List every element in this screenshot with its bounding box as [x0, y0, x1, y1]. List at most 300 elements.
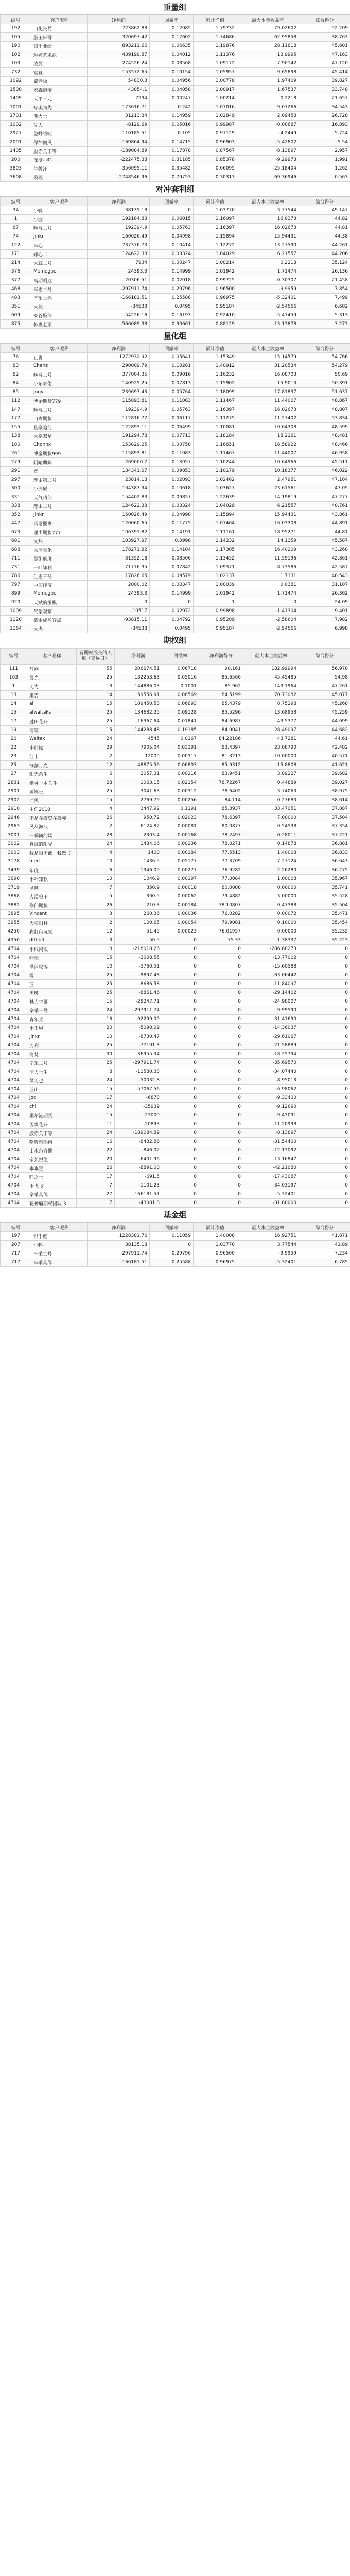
table-cell: 0.1191 [162, 805, 199, 814]
table-cell: 1409 [1, 94, 31, 103]
table-row [1, 138, 350, 147]
table-cell: 0.00347 [150, 581, 194, 589]
table-cell: 0 [299, 1006, 350, 1015]
table-cell: 681 [1, 537, 31, 546]
table-cell: 翼老板 [31, 77, 88, 86]
table-cell: 25 [1, 761, 27, 770]
table-cell: 小辰辰 [31, 484, 88, 493]
table-row [1, 388, 350, 397]
table-cell: 18.95271 [237, 528, 299, 537]
table-cell: 84.6987 [199, 717, 243, 726]
table-cell: 墨尔港期货 [27, 1111, 77, 1120]
table-cell: 79.9081 [199, 919, 243, 927]
table-cell: -110185.51 [88, 129, 150, 138]
table-cell: 0.00036 [162, 910, 199, 919]
table-cell: 0 [199, 1120, 243, 1129]
table-cell: 1.16397 [194, 405, 237, 414]
table-row [1, 1006, 350, 1015]
table-cell: 1 [1, 215, 31, 224]
table-cell: 魅力李哥 [27, 997, 77, 1006]
table-cell: 124622.38 [88, 250, 150, 259]
table-cell: 269000.7 [88, 458, 150, 467]
table-cell: 0.00247 [150, 94, 194, 103]
table-cell: 17.81837 [237, 388, 299, 397]
column-header: 回撤率 [150, 1223, 194, 1232]
table-row [1, 945, 350, 954]
table-cell: 股赤关丁等 [31, 147, 88, 156]
table-cell: 0 [162, 1085, 199, 1094]
table-cell: 40.571 [299, 752, 350, 761]
table-cell: -5.42802 [237, 138, 299, 147]
table-cell: 0 [162, 954, 199, 962]
table-cell: 4704 [1, 1032, 27, 1041]
table-cell: 43.268 [299, 546, 350, 554]
table-cell: 46.022 [299, 467, 350, 476]
table-cell: 899 [1, 589, 31, 598]
column-header: 最大本金收益率 [237, 197, 299, 206]
column-header: 净利润 [88, 344, 150, 353]
table-cell: 0 [199, 1032, 243, 1041]
table-row [1, 1094, 350, 1103]
table-cell: 4704 [1, 1094, 27, 1103]
table-cell: 4 [77, 805, 115, 814]
table-cell: 78.72267 [199, 778, 243, 787]
table-cell: 0.25588 [150, 1258, 194, 1267]
table-cell: 197 [1, 1232, 31, 1241]
table-cell: 乐发期盘 [31, 519, 88, 528]
table-cell: 376 [1, 267, 31, 276]
table-cell: 7905.04 [115, 743, 162, 752]
table-cell: 23.08790 [243, 743, 299, 752]
table-row [1, 519, 350, 528]
table-cell: 153572.65 [88, 68, 150, 77]
table-cell: 0.11775 [150, 519, 194, 528]
table-cell: -34.07440 [243, 1067, 299, 1076]
table-cell: 0.95187 [194, 302, 237, 311]
table-cell: 1001 [1, 103, 31, 112]
table-cell: 1.16651 [194, 440, 237, 449]
table-cell: 1164 [1, 624, 31, 633]
table-cell: 琳婷艺术蛇 [31, 50, 88, 59]
table-cell: 0.05016 [162, 673, 199, 682]
table-cell: -13.77002 [243, 954, 299, 962]
table-cell: 0.105 [150, 129, 194, 138]
table-cell: 0 [299, 1024, 350, 1032]
table-cell: 178271.82 [88, 546, 150, 554]
table-cell: 理由期货777 [31, 528, 88, 537]
table-cell: 辛采具鸽 [31, 294, 88, 302]
table-cell: -2748546.96 [88, 173, 150, 182]
table-cell: 1.00008 [243, 875, 299, 884]
table-cell: 3.273 [299, 320, 350, 329]
table-cell: 0.25588 [150, 294, 194, 302]
table-cell: 25 [77, 989, 115, 997]
table-cell: 1.00039 [194, 581, 237, 589]
table-cell: 1.00214 [194, 259, 237, 267]
table-cell: -9.29973 [237, 156, 299, 164]
table-row [1, 971, 350, 980]
header-row [1, 197, 350, 206]
table-cell: 44.61 [299, 735, 350, 743]
table-cell: 琴无也 [27, 1076, 77, 1085]
table-cell: 7934 [88, 94, 150, 103]
table-cell: -2.54566 [237, 624, 299, 633]
table-cell: -0.30307 [237, 276, 299, 285]
table-cell: 0 [199, 1067, 243, 1076]
table-cell: 24 [77, 840, 115, 849]
section-title: 期权组 [0, 633, 350, 648]
table-cell: 39.827 [299, 77, 350, 86]
table-cell: 小园 [31, 215, 88, 224]
table-row [1, 353, 350, 362]
table-cell: 44.206 [299, 250, 350, 259]
table-cell: 0.00168 [162, 831, 199, 840]
table-cell: 0.05641 [150, 353, 194, 362]
table-cell: 2.47981 [237, 476, 299, 484]
table-cell: 0.13957 [150, 458, 194, 467]
table-row [1, 1129, 350, 1138]
table-cell: -11580.38 [115, 1067, 162, 1076]
table-cell: -8129.69 [88, 121, 150, 129]
table-cell: 34 [1, 206, 31, 215]
table-cell: 8 [77, 945, 115, 954]
table-cell: 134341.07 [88, 467, 150, 476]
table-cell: 0 [162, 1015, 199, 1024]
table-cell: 2303.4 [115, 831, 162, 840]
table-cell: -23000 [115, 1111, 162, 1120]
table-cell: 44.682 [299, 726, 350, 735]
table-cell: 3447.92 [115, 805, 162, 814]
table-row [1, 1173, 350, 1181]
table-cell: 44.261 [299, 241, 350, 250]
table-row [1, 624, 350, 633]
table-cell: 叶坛 [27, 954, 77, 962]
table-cell: 132253.63 [115, 673, 162, 682]
table-row [1, 997, 350, 1006]
ranking-table [0, 344, 350, 633]
table-cell: 6 [77, 770, 115, 778]
table-cell: -34538 [88, 302, 150, 311]
table-cell: -6401.96 [115, 1155, 162, 1164]
table-cell: 25 [77, 708, 115, 717]
table-cell: 我是很勇敢 · 我做（ [27, 849, 77, 857]
table-row [1, 761, 350, 770]
ranking-section [0, 1208, 350, 1267]
table-cell: 0.07713 [150, 432, 194, 440]
table-cell: -31.80000 [243, 1199, 299, 1208]
column-header: 累计净值 [194, 15, 237, 24]
table-cell: 一瞬间的风 [27, 831, 77, 840]
table-cell: 天赋的围棋 [31, 598, 88, 607]
table-cell: 0 [162, 1032, 199, 1041]
table-cell: 1.09172 [194, 59, 237, 68]
table-cell: 中证经济 [31, 581, 88, 589]
table-cell: 23 [1, 752, 27, 761]
table-cell: 辛思二号 [31, 285, 88, 294]
table-cell: 风清量化 [31, 546, 88, 554]
table-cell: 黄锦坐 [27, 787, 77, 796]
table-cell: 45.587 [299, 537, 350, 546]
table-cell: 13 [1, 691, 27, 700]
table-cell: 76 [1, 353, 31, 362]
table-cell: 0 [199, 1103, 243, 1111]
ranking-table [0, 1223, 350, 1267]
table-cell: 4704 [1, 945, 27, 954]
table-cell: 0.99987 [194, 121, 237, 129]
table-cell: 3 [77, 936, 115, 945]
table-cell: 78.10807 [199, 901, 243, 910]
column-header: 回撤率 [150, 344, 194, 353]
table-cell: 51.637 [299, 388, 350, 397]
table-cell: 宽 [31, 467, 88, 476]
table-cell: 45.268 [299, 700, 350, 708]
table-cell: -189084.89 [115, 1129, 162, 1138]
table-cell: 75.33 [199, 936, 243, 945]
table-cell: 1.15894 [194, 511, 237, 519]
table-cell: 1.10179 [194, 467, 237, 476]
table-cell: 4704 [1, 1041, 27, 1050]
table-cell: 38135.18 [88, 1241, 150, 1249]
column-header: 累计净值 [194, 344, 237, 353]
table-cell: 134682.25 [115, 708, 162, 717]
table-cell: 62.95858 [237, 33, 299, 42]
table-cell: 0 [199, 989, 243, 997]
table-cell: 0.14999 [150, 589, 194, 598]
table-cell: 0.04998 [150, 232, 194, 241]
table-cell: 79.4882 [199, 892, 243, 901]
table-cell: 1.18184 [194, 432, 237, 440]
table-cell: 期大士 [31, 112, 88, 121]
table-cell: 192394.9 [88, 224, 150, 232]
table-cell: 0.12085 [150, 24, 194, 33]
table-cell: 0.29796 [150, 285, 194, 294]
table-cell: 6.998 [299, 624, 350, 633]
table-cell: 51.45 [115, 927, 162, 936]
table-cell: 16367.64 [115, 717, 162, 726]
table-cell: -8.13897 [237, 147, 299, 156]
table-cell: 0 [199, 1094, 243, 1103]
table-cell: 1405 [1, 147, 31, 156]
table-cell: 8 [77, 1067, 115, 1076]
table-cell: 44.891 [299, 519, 350, 528]
table-cell: 0.00018 [162, 884, 199, 892]
table-cell: 1.13452 [194, 554, 237, 563]
table-cell: 6.21557 [237, 502, 299, 511]
table-cell: med [27, 857, 77, 866]
table-cell: 351 [1, 302, 31, 311]
table-row [1, 1146, 350, 1155]
table-cell: 17 [1, 717, 27, 726]
table-cell: 15.8808 [243, 761, 299, 770]
table-cell: 止善 [31, 353, 88, 362]
table-cell: 风顺 [27, 884, 77, 892]
table-cell: 190 [1, 42, 31, 50]
table-cell: 0 [162, 1067, 199, 1076]
table-cell: 37.504 [299, 814, 350, 822]
table-cell: 40.543 [299, 572, 350, 581]
table-cell: 0.07813 [150, 379, 194, 388]
table-cell: 0 [299, 954, 350, 962]
table-cell: -5.32401 [237, 294, 299, 302]
table-cell: 理由第二号 [31, 476, 88, 484]
column-header: 客户昵称 [31, 15, 88, 24]
table-cell: 5 [77, 892, 115, 901]
table-cell: 43.5377 [243, 717, 299, 726]
table-cell: 103927.97 [88, 537, 150, 546]
table-cell: 0.27683 [243, 796, 299, 805]
table-cell: -9.43091 [243, 1111, 299, 1120]
table-cell: 0 [162, 945, 199, 954]
table-cell: -34.03197 [243, 1181, 299, 1190]
table-row [1, 164, 350, 173]
table-row [1, 173, 350, 182]
table-cell: 797 [1, 581, 31, 589]
table-cell: 1.04029 [194, 250, 237, 259]
table-cell: 25 [77, 1059, 115, 1067]
table-cell: 7 [77, 1199, 115, 1208]
table-cell: -8730.47 [115, 1032, 162, 1041]
table-cell: 花神瘤期权团队 3 [27, 1199, 77, 1208]
table-cell: 2.26280 [243, 866, 299, 875]
table-row [1, 414, 350, 423]
table-cell: 0 [299, 1041, 350, 1050]
table-cell: 54.766 [299, 353, 350, 362]
table-cell: 4704 [1, 1111, 27, 1120]
table-cell: 13 [77, 682, 115, 691]
table-cell: 1.16232 [194, 370, 237, 379]
table-cell: 截雷成盈客点 [31, 616, 88, 624]
table-cell: 54.279 [299, 362, 350, 370]
table-cell: 16.02673 [237, 405, 299, 414]
section-title: 量化组 [0, 329, 350, 344]
table-cell: 15 [77, 796, 115, 805]
table-cell: Jinkr [31, 232, 88, 241]
table-cell: 138 [1, 432, 31, 440]
table-cell: 0 [237, 598, 299, 607]
table-cell: 4704 [1, 1085, 27, 1094]
table-cell: 191294.78 [88, 432, 150, 440]
table-cell: 3.89227 [243, 770, 299, 778]
table-cell: 180 [1, 440, 31, 449]
table-cell: 1.40008 [243, 849, 299, 857]
table-cell: 711 [1, 554, 31, 563]
table-cell: 小柠檬 [27, 743, 77, 752]
table-cell: 辛采具鸽 [31, 1258, 88, 1267]
table-row [1, 607, 350, 616]
table-cell: 1.01942 [194, 267, 237, 276]
table-cell: 辛采具鸽 [27, 1190, 77, 1199]
table-row [1, 362, 350, 370]
table-cell: 10.64308 [237, 423, 299, 432]
table-cell: 0 [299, 1190, 350, 1199]
table-row [1, 1076, 350, 1085]
table-cell: 1 [194, 598, 237, 607]
table-row [1, 708, 350, 717]
table-cell: 锦川业绩 [31, 42, 88, 50]
table-cell: 2901 [1, 787, 27, 796]
table-cell: 74 [1, 232, 31, 241]
table-cell: 0.11083 [150, 449, 194, 458]
table-cell: 0 [299, 1164, 350, 1173]
column-header: 编号 [1, 344, 31, 353]
table-cell: 24 [77, 1103, 115, 1111]
table-cell: 0.05764 [150, 388, 194, 397]
table-cell: 辛心 [31, 241, 88, 250]
table-cell: 5.313 [299, 311, 350, 320]
table-row [1, 42, 350, 50]
table-cell: 天气晴朗 [31, 493, 88, 502]
table-cell: 1 [1, 682, 27, 691]
table-cell: 731 [1, 563, 31, 572]
table-cell: 163 [1, 673, 27, 682]
table-cell: 写奥为先 [31, 103, 88, 112]
table-cell: 0.02154 [162, 778, 199, 787]
table-cell: 0 [199, 1181, 243, 1190]
table-cell: 20 [1, 735, 27, 743]
table-cell: 1002 [1, 121, 31, 129]
table-row [1, 927, 350, 936]
table-cell: 6.785 [299, 1258, 350, 1267]
table-cell: 15 [1, 708, 27, 717]
table-cell: -9.33400 [243, 1094, 299, 1103]
table-cell: 24 [77, 1129, 115, 1138]
table-cell: 31.107 [299, 581, 350, 589]
table-cell: 0 [162, 1164, 199, 1173]
table-cell: 晚亏二号 [31, 405, 88, 414]
table-cell: 阳光余生 [27, 770, 77, 778]
table-row [1, 892, 350, 901]
table-cell: 0.04012 [150, 50, 194, 59]
table-cell: 84 [1, 379, 31, 388]
table-cell: 26.728 [299, 112, 350, 121]
table-cell: 85 [1, 388, 31, 397]
column-header: 最大本金收益率 [237, 15, 299, 24]
table-cell: 大兵 [31, 537, 88, 546]
table-row [1, 598, 350, 607]
table-cell: 0 [162, 1155, 199, 1164]
table-cell: 2910 [1, 805, 27, 814]
table-cell: 0 [299, 1032, 350, 1041]
table-row [1, 121, 350, 129]
table-cell: 1.03770 [194, 1241, 237, 1249]
table-cell: 24 [77, 1076, 115, 1085]
table-cell: 144288.48 [115, 726, 162, 735]
table-cell: 小鸭 [31, 1241, 88, 1249]
table-cell: 11.44007 [237, 449, 299, 458]
table-cell: 0.14999 [150, 267, 194, 276]
table-cell: 0 [162, 936, 199, 945]
table-cell: 高期明达 [31, 276, 88, 285]
table-cell: 0.05016 [150, 121, 194, 129]
table-cell: 120060.65 [88, 519, 150, 528]
table-row [1, 449, 350, 458]
table-cell: 6.682 [299, 302, 350, 311]
table-cell: 0.47388 [243, 901, 299, 910]
table-cell: 11 [77, 1120, 115, 1129]
table-cell: 79.02602 [237, 24, 299, 33]
table-cell: 0 [162, 962, 199, 971]
table-cell: -2.54566 [237, 302, 299, 311]
table-cell: 保律阁风 [31, 138, 88, 147]
table-cell: 9.401 [299, 607, 350, 616]
table-cell: 71776.35 [88, 563, 150, 572]
table-cell: 7 [77, 1181, 115, 1190]
table-cell: 3.74063 [243, 787, 299, 796]
table-cell: 17 [77, 1094, 115, 1103]
table-row [1, 1241, 350, 1249]
table-cell: 105 [1, 33, 31, 42]
table-cell: 31.20534 [237, 362, 299, 370]
